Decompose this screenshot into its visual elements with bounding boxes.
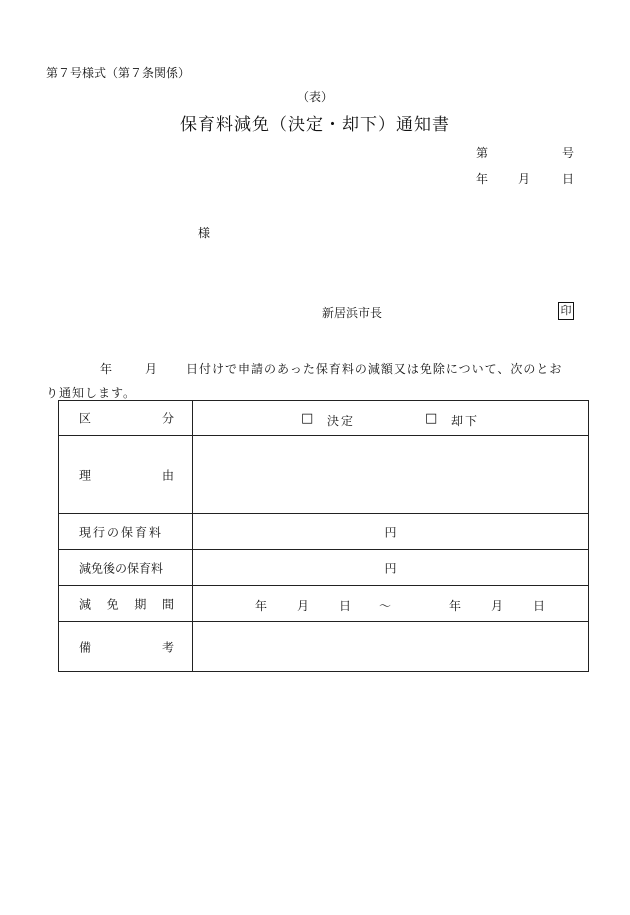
row-division [59,401,589,436]
label-reason [59,436,193,514]
period-end-year: 年 [449,599,462,613]
label-remarks-left: 備 [79,640,92,654]
body-year: 年 [100,362,114,376]
value-after-fee[interactable] [193,550,589,586]
form-number: 第７号様式（第７条関係） [46,66,191,80]
issue-month: 月 [518,172,531,186]
value-division [193,401,589,436]
issuer-name: 新居浜市長 [322,306,383,320]
label-reason-left: 理 [79,468,92,482]
seal-mark: 印 [558,302,574,320]
current-fee-unit: 円 [384,525,397,539]
label-period-char-2: 免 [106,597,119,611]
label-period-char-3: 期 [134,597,147,611]
period-start-month: 月 [297,599,310,613]
label-period [59,586,193,622]
row-after-fee [59,550,589,586]
notice-table [58,400,589,672]
label-division-right: 分 [161,411,174,426]
addressee-honorific: 様 [198,226,211,240]
checkbox-rejected[interactable]: □ [425,411,438,426]
issue-year: 年 [476,172,489,186]
label-period-char-1: 減 [79,597,92,611]
period-tilde: ～ [379,599,392,613]
issue-day: 日 [562,172,575,186]
value-reason[interactable] [193,436,589,514]
label-after-fee [59,550,193,586]
doc-number-dai: 第 [476,146,489,160]
label-period-chars [79,595,174,612]
label-division-left: 区 [79,411,92,426]
label-current-fee [59,514,193,550]
checkbox-decided[interactable]: □ [301,411,314,426]
side-indicator: （表） [296,90,333,104]
period-start-day: 日 [339,599,352,613]
label-division [59,401,193,436]
value-current-fee[interactable] [193,514,589,550]
label-remarks-right: 考 [161,640,174,654]
label-period-char-4: 間 [161,597,174,611]
row-reason [59,436,589,514]
row-remarks [59,622,589,672]
doc-number-go: 号 [562,146,575,160]
value-period[interactable] [193,586,589,622]
body-text-line1 [100,360,562,377]
option-decided-label: 決定 [327,414,356,428]
body-text-line2: り通知します。 [46,386,137,400]
period-end-day: 日 [533,599,546,613]
period-start-year: 年 [255,599,268,613]
row-current-fee [59,514,589,550]
body-text-1: 日付けで申請のあった保育料の減額又は免除について、次のとお [186,362,563,376]
label-current-fee-text: 現行の保育料 [79,525,164,539]
after-fee-unit: 円 [384,561,397,575]
row-period [59,586,589,622]
value-remarks[interactable] [193,622,589,672]
period-end-month: 月 [491,599,504,613]
body-month: 月 [145,362,159,376]
label-after-fee-text: 減免後の保育料 [79,561,164,575]
option-rejected-label: 却下 [451,414,480,428]
label-remarks [59,622,193,672]
label-reason-right: 由 [161,468,174,482]
document-title: 保育料減免（決定・却下）通知書 [180,115,450,135]
